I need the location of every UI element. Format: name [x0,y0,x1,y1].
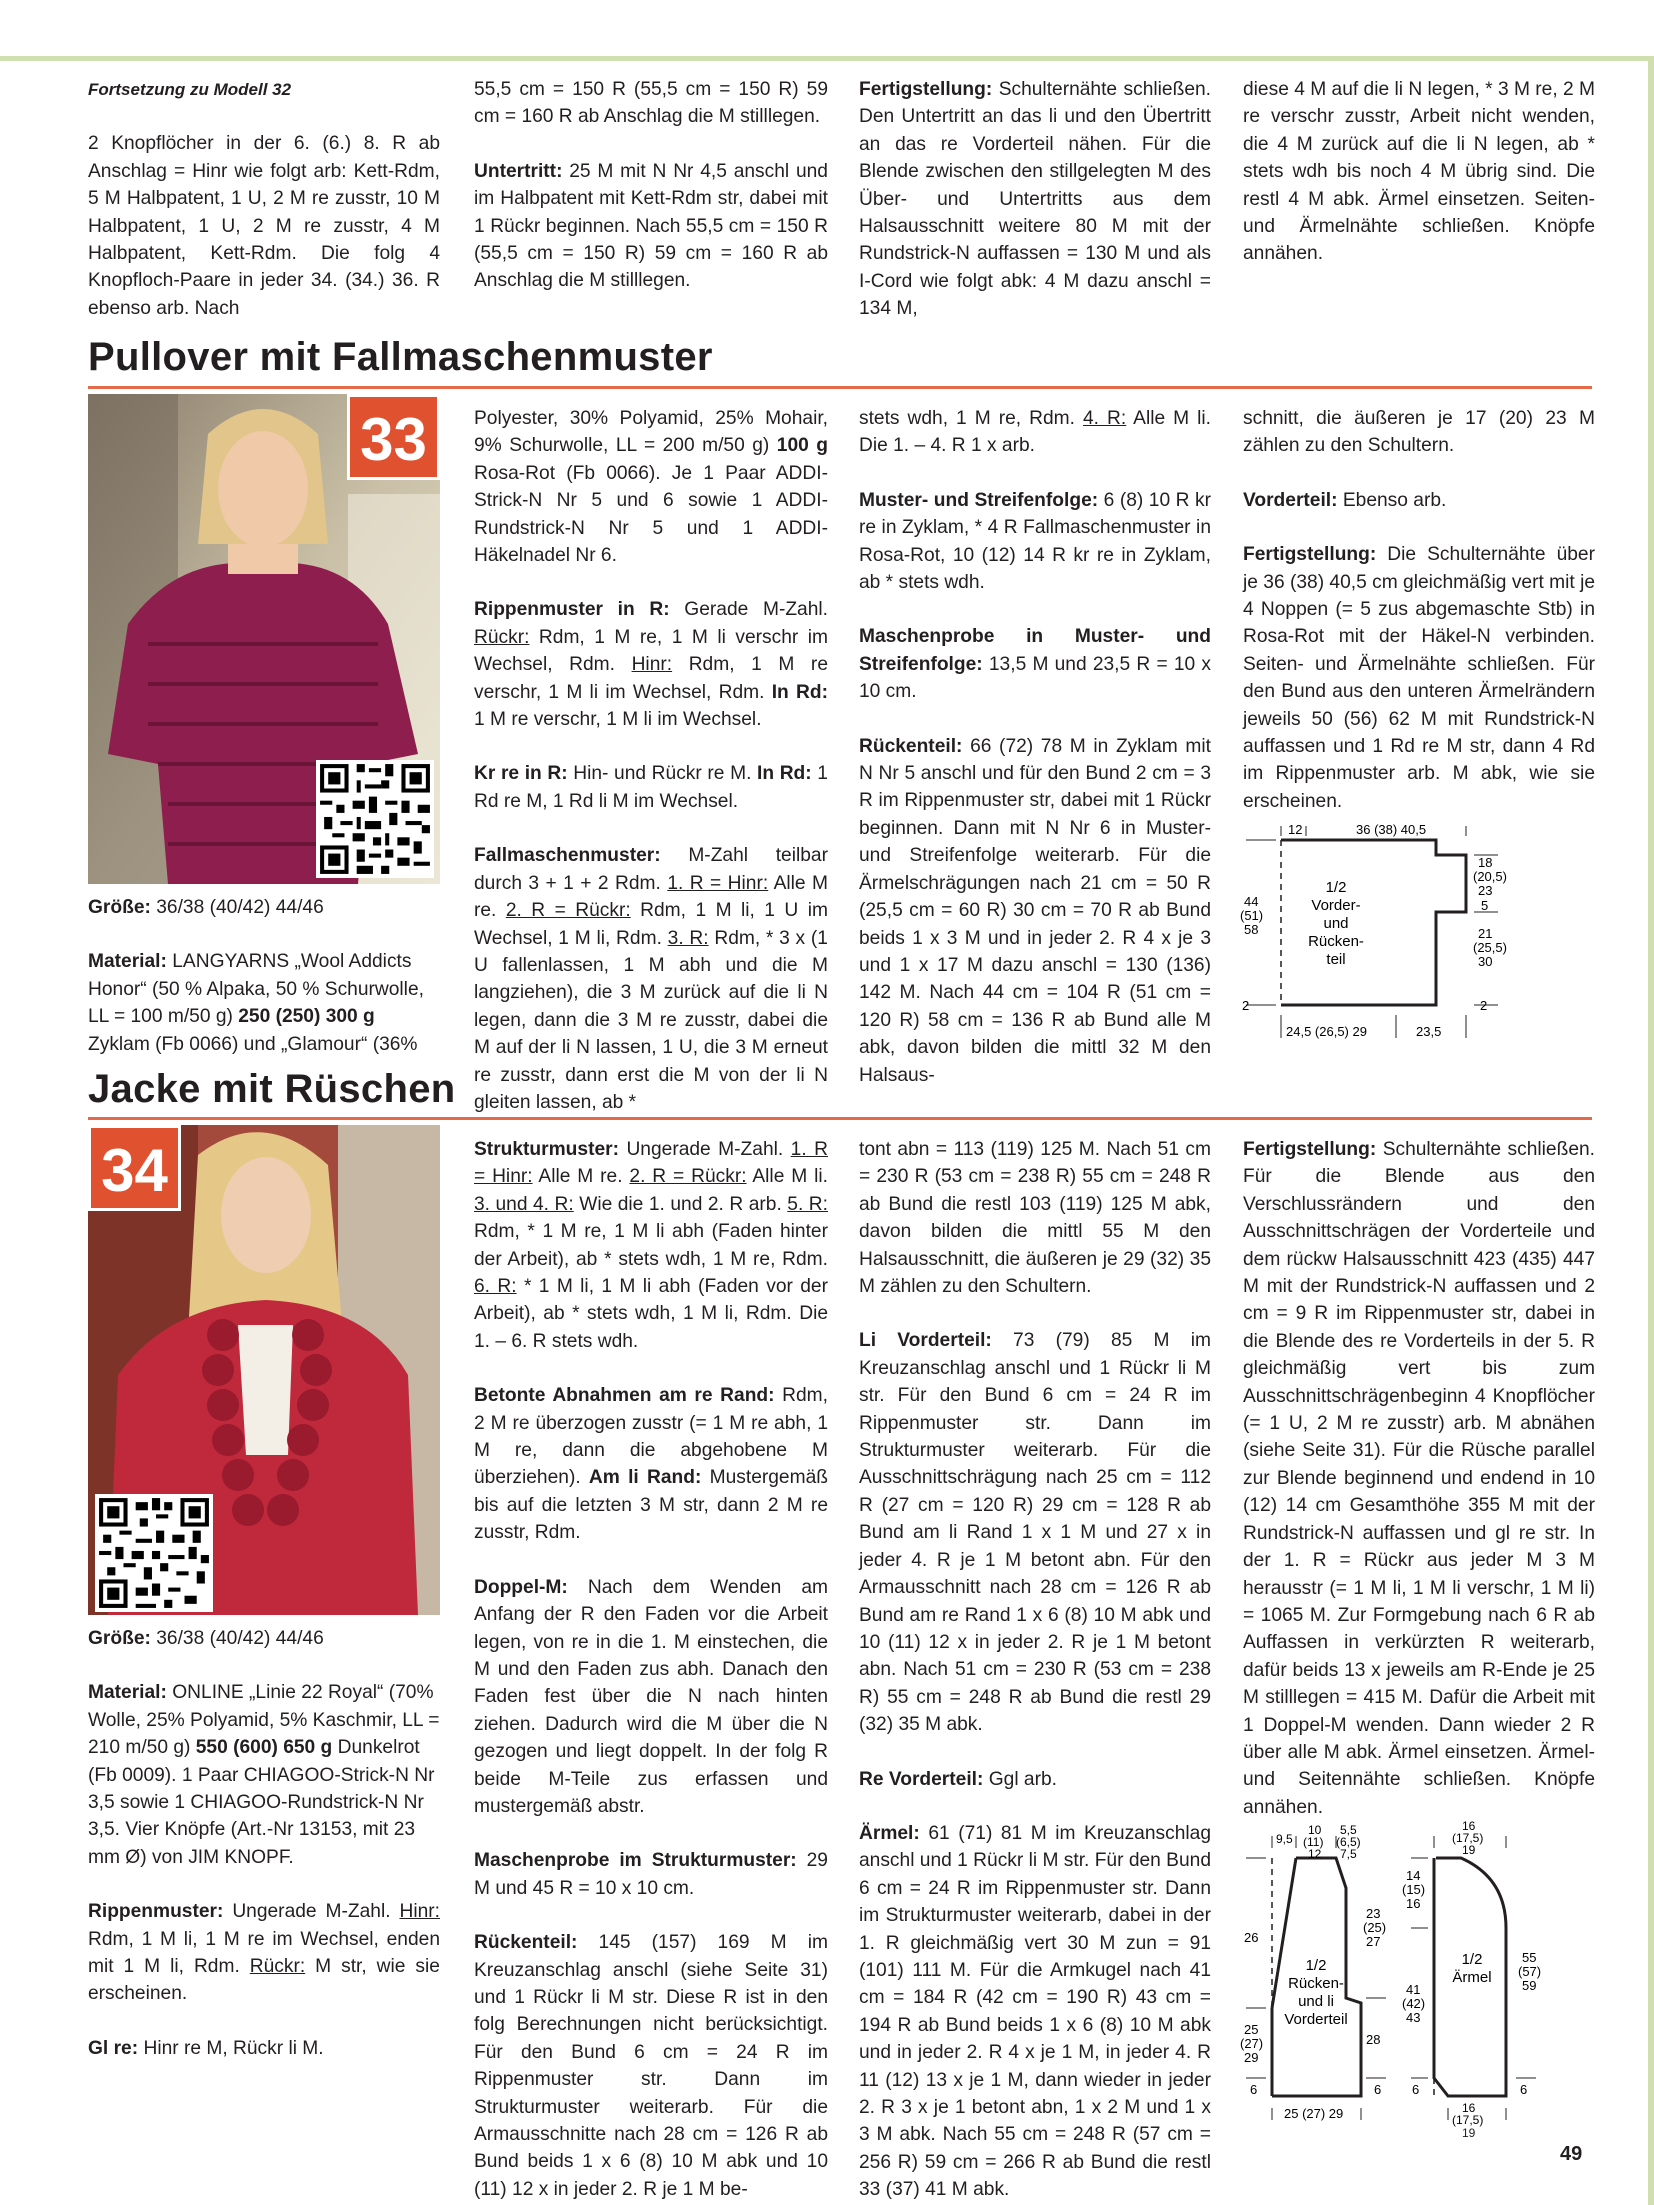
schema34-sleeve-label-1: 1/2 [1461,1951,1483,1968]
top-border [0,56,1654,61]
schema34-10: 10 [1308,1823,1322,1837]
schema34-s55: 55 [1522,1950,1537,1965]
schema34-body-label-1: 1/2 [1305,1957,1327,1974]
schema33-255: (25,5) [1473,940,1507,955]
schema34-s57: (57) [1518,1964,1542,1979]
model-33-muster-label: Muster- und Streifenfolge: [859,489,1099,511]
model-34-rueck-label: Rückenteil: [474,1932,578,1954]
schema33-58: 58 [1244,922,1259,937]
model-33-schema [1236,810,1606,1060]
model-33-vorder: Ebenso arb. [1342,489,1447,511]
model-34-column-2 [474,1136,828,2203]
model-34-rippen-c: M str, wie sie erscheinen. [88,1956,440,2005]
model-33-rippen-b: Rdm, 1 M re, 1 M li verschr im Wechsel, Rdm. [474,626,828,676]
model-34-column-1 [88,1625,440,2062]
schema33-label-3: und [1323,915,1349,932]
model-33-material-amount: 250 (250) 300 g [238,1006,375,1028]
model-34-livorder: 73 (79) 85 M im Kreuzanschlag anschl und 1 Rückr li M str. Für den Bund 6 cm = 24 R im Rippenmuster str. Dann im Strukturmuster weiterarb. Für die Ausschnittschrägung nach 25 cm = 112 R (27 cm = 120 R) 29 cm = 128 R ab Bund am li Rand 1 x 1 M und 27 x in jeder 4. R je 1 M betont abn. Für den Armausschnitt nach 28 cm = 126 R ab Bund am re Rand 1 x 6 (8) 10 M abk und 10 (11) 12 x in jeder 2. R je 1 M betont abn. Nach 51 cm = 230 R (53 cm = 238 R) 55 cm = 248 R ab Bund die restl 29 (32) 35 M abk. [859,1330,1211,1736]
model-34-s-r6: 6. R: [474,1276,517,1298]
schema34-s19: 19 [1462,1843,1476,1857]
schema34-11: (11) [1303,1835,1324,1849]
model-34-s-b: Alle M li. [752,1166,828,1188]
model-33-yarn-2-amount: 100 g [776,435,828,457]
model-33-fall-c: Rdm, 1 M li, 1 U im Wechsel, 1 M li, Rdm. [474,900,828,949]
schema34-s16b: 16 [1406,1896,1421,1911]
schema34-s15: (15) [1402,1882,1426,1897]
schema34-26: 26 [1244,1930,1259,1945]
schema34-55: 5,5 [1340,1823,1357,1837]
schema33-18: 18 [1478,855,1493,870]
model-34-livorder-label: Li Vorderteil: [859,1330,992,1352]
continuation-text-1: 2 Knopflöcher in der 6. (6.) 8. R ab Anschlag = Hinr wie folgt arb: Kett-Rdm, 5 M Halbpatent, 1 U, 2 M re zusstr, 10 M Halbpatent, 1 U, 2 M re zusstr, 4 M Halbpatent, Kett-Rdm. Die folg 4 Knopfloch-Paare in jeder 34. (34.) 36. R ebenso arb. Nach [88,133,440,319]
model-33-hinr: Hinr: [631,654,673,676]
schema34-s6a: 6 [1412,2082,1420,2097]
model-34-groesse-label: Größe: [88,1628,151,1649]
model-34-fertig-label: Fertigstellung: [1243,1139,1377,1160]
continuation-heading: Fortsetzung zu Modell 32 [88,80,292,99]
model-33-fall-r3: 3. R: [667,927,709,949]
model-33-fertig: Die Schulternähte über je 36 (38) 40,5 cm gleichmäßig vert mit je 4 Noppen (= 5 zus abgemaschte Stb) in Rosa-Rot mit der Häkel-N verbinden. Seiten- und Ärmelnähte schließen. Für den Bund aus den unteren Ärmelrändern jeweils 50 (56) 62 M mit Rundstrick-N auffassen und 1 Rd re M str, dann 4 Rd im Rippenmuster arb. M abk, wie sie erscheinen. [1243,544,1595,812]
schema34-s41: 41 [1406,1982,1421,1997]
schema33-21: 21 [1478,926,1493,941]
model-34-doppel: Nach dem Wenden am Anfang der R den Faden vor die Arbeit legen, von re in die 1. M einstechen, die M und den Faden zus abh. Danach den Faden fest über die N nach hinten ziehen. Dadurch wird die M über die N gezogen und liegt doppelt. In der folg R beide M-Teile zus erfassen und mustergemäß abstr. [474,1576,828,1817]
model-33-groesse-label: Größe: [88,897,151,918]
schema34-6a: 6 [1250,2082,1258,2097]
model-33-inrd2: In Rd: [757,763,812,785]
model-34-revorder-label: Re Vorderteil: [859,1768,984,1790]
model-33-rueck-label: Rückenteil: [859,735,963,757]
schema34-25: 25 [1244,2022,1259,2037]
model-34-betont-a: Rdm, 2 M re überzogen zusstr (= 1 M re abh, 1 M re, dann die abgehobene M überziehen). [474,1385,828,1489]
model-34-s-e: * 1 M li, 1 M li abh (Faden vor der Arbeit), ab * stets wdh, 1 M li, Rdm. Die 1. – 6. R stets wdh. [474,1276,828,1352]
model-33-rippen-d: 1 M re verschr, 1 M li im Wechsel. [474,709,762,731]
model-34-material-b: Dunkelrot (Fb 0009). 1 Paar CHIAGOO-Strick-N Nr 3,5 sowie 1 CHIAGOO-Rundstrick-N Nr 3,5. Vier Knöpfe (Art.-Nr 13153, mit 23 mm Ø) von JIM KNOPF. [88,1737,435,1868]
model-33-title: Pullover mit Fallmaschenmuster [88,335,713,379]
model-33-vorder-label: Vorderteil: [1243,489,1338,511]
model-34-rueckr: Rückr: [249,1956,306,1978]
schema34-95: 9,5 [1276,1832,1293,1846]
schema34-s59: 59 [1522,1978,1537,1993]
schema34-25p: (25) [1363,1920,1387,1935]
model-33-material-rest: Zyklam (Fb 0066) und „Glamour“ (36% [88,1033,418,1055]
schema34-12: 12 [1308,1847,1322,1861]
continuation-text-2a: 55,5 cm = 150 R (55,5 cm = 150 R) 59 cm = 160 R ab Anschlag die M stilllegen. [474,79,828,128]
model-33-rippen-label: Rippenmuster in R: [474,599,670,621]
schema33-12: 12 [1288,822,1303,837]
model-33-fall-label: Fallmaschenmuster: [474,845,661,867]
model-34-s-a: Alle M re. [538,1166,623,1188]
qr-code-icon [316,760,434,878]
page-number: 49 [1560,2143,1583,2165]
schema34-body-label-3: und li [1298,1993,1334,2010]
schema34-body-label-4: Vorderteil [1284,2011,1348,2028]
schema33-51: (51) [1240,908,1264,923]
schema34-27: 27 [1366,1934,1381,1949]
model-33-inrd: In Rd: [771,681,828,703]
model-34-s-r2: 2. R = Rückr: [629,1166,747,1188]
schema34-b175: (17,5) [1452,2113,1484,2127]
model-33-yarn-2: Polyester, 30% Polyamid, 25% Mohair, 9% Schurwolle, LL = 200 m/50 g) [474,408,828,457]
model-33-fall-a: M-Zahl teilbar durch 3 + 1 + 2 Rdm. [474,845,828,894]
model-34-rueck: 145 (157) 169 M im Kreuzanschlag anschl (siehe Seite 31) und 1 Rückr li M str. Diese R ist in den folg Berechnungen nicht berücksichtigt. Für den Bund 6 cm = 24 R im Rippenmuster str. Dann im Strukturmuster weiterarb. Für die Armausschnitte nach 28 cm = 126 R ab Bund beids 1 x 6 (8) 10 M abk und 10 (11) 12 x in jeder 2. R je 1 M be- [474,1932,828,2200]
model-33-column-2 [474,405,828,1116]
qr-code-icon [95,1494,213,1612]
schema34-s6b: 6 [1520,2082,1528,2097]
model-34-rule [88,1117,1592,1120]
model-34-probe: 29 M und 45 R = 10 x 10 cm. [474,1850,828,1899]
continuation-text-4: diese 4 M auf die li N legen, * 3 M re, 2 M re verschr zusstr, Arbeit nicht wenden, die 4 M zurück auf die li N legen, ab * stets wdh bis noch 4 M übrig sind. Die restl 4 M abk. Ärmel einsetzen. Seiten- und Ärmelnähte schließen. Knöpfe annähen. [1243,79,1595,265]
model-34-aermel-label: Ärmel: [859,1822,920,1844]
model-34-material-label: Material: [88,1682,167,1704]
model-33-material-label: Material: [88,951,167,973]
schema33-label-4: Rücken- [1308,933,1364,950]
schema33-36: 36 (38) 40,5 [1356,822,1427,837]
model-33-qr-code[interactable] [316,760,434,878]
model-34-qr-code[interactable] [95,1494,213,1612]
schema34-body-label-2: Rücken- [1288,1975,1344,1992]
schema34-s175: (17,5) [1452,1831,1484,1845]
schema33-235: 23,5 [1416,1024,1442,1039]
schema33-44: 44 [1244,894,1259,909]
schema34-28: 28 [1366,2032,1381,2047]
schema34-75: 7,5 [1340,1847,1357,1861]
schema34-6b: 6 [1374,2082,1382,2097]
model-33-number-badge: 33 [347,394,440,480]
model-34-rippen-a: Ungerade M-Zahl. [232,1901,391,1923]
untertritt-label: Untertritt: [474,160,563,182]
model-34-betont-b: Mustergemäß bis auf die letzten 3 M str, dann 2 M re zusstr, Rdm. [474,1467,828,1544]
untertritt-text: 25 M mit N Nr 4,5 anschl und im Halbpatent mit Kett-Rdm str, dabei mit 1 Rückr beginnen. Nach 55,5 cm = 150 R (55,5 cm = 150 R) 59 cm = 160 R ab Anschlag die M stilllegen. [474,160,828,292]
model-33-fall-r1: 1. R = Hinr: [667,872,769,894]
model-33-rippen-c: Rdm, 1 M re verschr, 1 M li im Wechsel, Rdm. [474,654,828,703]
model-34-betont-label: Betonte Abnahmen am re Rand: [474,1385,775,1407]
model-33-column-3 [859,405,1211,1089]
schema34-s16: 16 [1462,1819,1476,1833]
model-34-s-r1: 1. R = Hinr: [474,1139,828,1188]
model-34-s-r5: 5. R: [787,1193,828,1215]
schema33-245: 24,5 (26,5) 29 [1286,1024,1367,1039]
schema33-30: 30 [1478,954,1493,969]
model-33-rueckr: Rückr: [474,626,530,648]
model-34-s-c: Wie die 1. und 2. R arb. [579,1193,782,1215]
model-34-rippen-b: Rdm, 1 M li, 1 M re im Wechsel, enden mit 1 M li, Rdm. [88,1928,440,1978]
continuation-column-1 [88,76,440,322]
model-34-material-amount: 550 (600) 650 g [195,1737,333,1759]
model-34-hinr: Hinr: [399,1901,440,1923]
model-33-column-4 [1243,405,1595,815]
model-33-rueck: 66 (72) 78 M in Zyklam mit N Nr 5 anschl und für den Bund 2 cm = 3 R im Rippenmuster str, dabei mit 1 Rückr beginnen. Dann mit N Nr 6 in Muster- und Streifenfolge weiterarb. Für die Ärmelschrägungen nach 21 cm = 50 R (25,5 cm = 60 R) 30 cm = 70 R ab Bund beids 1 x 3 M und in jeder 2. R 4 x je 3 und 1 x 17 M dazu anschl = 130 (136) 142 M. Nach 44 cm = 104 R (51 cm = 120 R) 58 cm = 136 R ab Bund alle M abk, davon bilden die mittl 32 M den Halsaus- [859,735,1211,1086]
schema34-b19: 19 [1462,2126,1476,2140]
model-34-glre: Hinr re M, Rückr li M. [143,2037,324,2059]
schema34-b16: 16 [1462,2101,1476,2115]
schema33-label-1: 1/2 [1325,879,1347,896]
right-border [1648,56,1654,2205]
schema34-s42: (42) [1402,1996,1426,2011]
schema33-label-5: teil [1326,951,1346,968]
model-34-column-4 [1243,1136,1595,1821]
schema33-23: 23 [1478,883,1493,898]
model-34-material-a: ONLINE „Linie 22 Royal“ (70% Wolle, 25% Polyamid, 5% Kaschmir, LL = 210 m/50 g) [88,1682,440,1759]
model-34-struktur-label: Strukturmuster: [474,1139,619,1160]
model-33-material: LANGYARNS „Wool Addicts Honor“ (50 % Alpaka, 50 % Schurwolle, LL = 100 m/50 g) [88,951,424,1028]
model-33-fall-e: Alle M li. Die 1. – 4. R 1 x arb. [859,408,1211,457]
model-34-schema [1236,1818,1606,2128]
model-33-fall-r4: 4. R: [1082,408,1127,429]
model-33-groesse: 36/38 (40/42) 44/46 [156,897,324,918]
model-34-revorder: Ggl arb. [988,1768,1057,1790]
schema34-sleeve-label-2: Ärmel [1452,1969,1492,1986]
model-33-krre-a: Hin- und Rückr re M. [573,763,752,785]
schema33-2a: 2 [1242,998,1250,1013]
schema34-s14: 14 [1406,1868,1421,1883]
schema33-5: 5 [1481,898,1489,913]
fertigstellung-32-text: Schulternähte schließen. Den Untertritt an das li und den Übertritt an das re Vorderteil nähen. Für die Blende zwischen den stillgelegten M des Über- und Untertritts aus dem Halsausschnitt weitere 80 M mit der Rundstrick-N auffassen = 130 M und als I-Cord wie folgt abk: 4 M dazu anschl = 134 M, [859,79,1211,320]
model-34-rueck-cont: tont abn = 113 (119) 125 M. Nach 51 cm = 230 R (53 cm = 238 R) 55 cm = 248 R ab Bund die restl 103 (119) 125 M abk, davon bilden die mittl 55 M den Halsausschnitt, die äußeren je 29 (32) 35 M zählen zu den Schultern. [859,1139,1211,1298]
schema34-2529: 25 (27) 29 [1284,2106,1344,2121]
model-34-s-d: Rdm, * 1 M re, 1 M li abh (Faden hinter der Arbeit), ab * stets wdh, 1 M re, Rdm. [474,1221,828,1270]
continuation-column-2 [474,76,828,295]
model-34-column-3 [859,1136,1211,2204]
model-34-number-badge: 34 [88,1125,181,1211]
schema33-2b: 2 [1480,998,1488,1013]
model-33-fall-cont: stets wdh, 1 M re, Rdm. [859,408,1075,429]
model-33-muster: 6 (8) 10 R kr re in Zyklam, * 4 R Fallmaschenmuster in Rosa-Rot, 10 (12) 14 R kr re in Zyklam, ab * stets wdh. [859,489,1211,594]
model-33-rule [88,386,1592,389]
model-33-column-1 [88,894,440,1058]
model-34-amli-label: Am li Rand: [588,1467,702,1489]
model-34-aermel: 61 (71) 81 M im Kreuzanschlag anschl und 1 Rückr li M str. Für den Bund 6 cm = 24 R im Rippenmuster str. Dann im Strukturmuster weiterarb, dabei in der 1. R gleichmäßig vert 30 M zun = 91 (101) 111 M. Für die Armkugel nach 41 cm = 184 R (42 cm = 190 R) 43 cm = 194 R ab Bund beids 1 x 6 (8) 10 M abk und in jeder 2. R 4 x je 1 M, in jeder 4. R 11 (12) 13 x je 1 M, dann wieder in jeder 2. R 3 x je 1 betont abn, 1 x 2 M und 1 x 3 M abk. Nach 55 cm = 248 R (57 cm = 256 R) 59 cm = 266 R ab Bund die restl 33 (37) 41 M abk. [859,1822,1211,2201]
model-34-glre-label: Gl re: [88,2037,139,2059]
model-33-fall-b: Alle M re. [474,872,828,922]
model-33-probe-label: Maschenprobe in Muster- und Streifenfolge: [859,626,1211,675]
model-33-krre-b: 1 Rd re M, 1 Rd li M im Wechsel. [474,763,828,812]
schema33-205: (20,5) [1473,869,1507,884]
fertigstellung-32-label: Fertigstellung: [859,79,993,100]
schema33-label-2: Vorder- [1311,897,1361,914]
model-34-title: Jacke mit Rüschen [88,1067,456,1111]
model-34-fertig: Schulternähte schließen. Für die Blende aus den Verschlussrändern und den Ausschnittschrägen der Vorderteile und dem rückw Halsausschnitt 423 (435) 447 M mit der Rundstrick-N auffassen und 2 cm = 9 R im Rippenmuster str, dabei in die Blende des re Vorderteils in der 5. R gleichmäßig vert bis zum Ausschnittschrägenbeginn 4 Knopflöcher (= 1 U, 2 M re zusstr) arb. M abnähen (siehe Seite 31). Für die Rüsche parallel zur Blende beginnend und endend in 10 (12) 14 cm Gesamthöhe 355 M mit der Rundstrick-N auffassen und gl re str. In der 1. R = Rückr aus jeder M 3 M herausstr (= 1 M li, 1 M li verschr, 1 M li) = 1065 M. Zur Formgebung nach 6 R ab Auffassen in verkürzten R weiterarb, dafür beids 13 x jeweils am R-Ende je 25 M stilllegen = 415 M. Dafür die Arbeit mit 1 Doppel-M wenden. Dann wieder 2 R über alle M abk. Ärmel einsetzen. Ärmel- und Seitennähte schließen. Knöpfe annähen. [1243,1139,1595,1818]
model-34-groesse: 36/38 (40/42) 44/46 [156,1628,324,1649]
model-33-probe: 13,5 M und 23,5 R = 10 x 10 cm. [859,653,1212,703]
schema34-23: 23 [1366,1906,1381,1921]
model-33-fall-r2: 2. R = Rückr: [505,900,631,922]
model-33-fertig-label: Fertigstellung: [1243,544,1377,566]
model-34-probe-label: Maschenprobe im Strukturmuster: [474,1850,797,1872]
model-33-schultern: schnitt, die äußeren je 17 (20) 23 M zählen zu den Schultern. [1243,408,1595,457]
schema34-65: (6,5) [1336,1835,1361,1849]
model-34-struktur-a: Ungerade M-Zahl. [626,1139,784,1160]
schema34-s43: 43 [1406,2010,1421,2025]
model-34-doppel-label: Doppel-M: [474,1576,568,1598]
model-33-needles: Rosa-Rot (Fb 0066). Je 1 Paar ADDI-Strick-N Nr 5 und 6 sowie 1 ADDI-Rundstrick-N Nr 5 und 1 ADDI-Häkelnadel Nr 6. [474,462,828,567]
model-33-fall-d: Rdm, * 3 x (1 U fallenlassen, 1 M abh und die M langziehen), die 3 M zurück auf die li N legen, dann die 3 M re zusstr, dabei die M auf der li N lassen, 1 U, die 3 M erneut re zusstr, dann erst die M von der li N gleiten lassen, ab * [474,927,828,1113]
schema34-27p: (27) [1240,2036,1264,2051]
schema34-29: 29 [1244,2050,1259,2065]
model-33-rippen-a: Gerade M-Zahl. [684,599,828,621]
model-34-rippen-label: Rippenmuster: [88,1901,224,1923]
continuation-column-3 [859,76,1211,323]
model-33-krre-label: Kr re in R: [474,763,568,785]
continuation-column-4 [1243,76,1595,268]
model-34-s-r34: 3. und 4. R: [474,1193,574,1215]
